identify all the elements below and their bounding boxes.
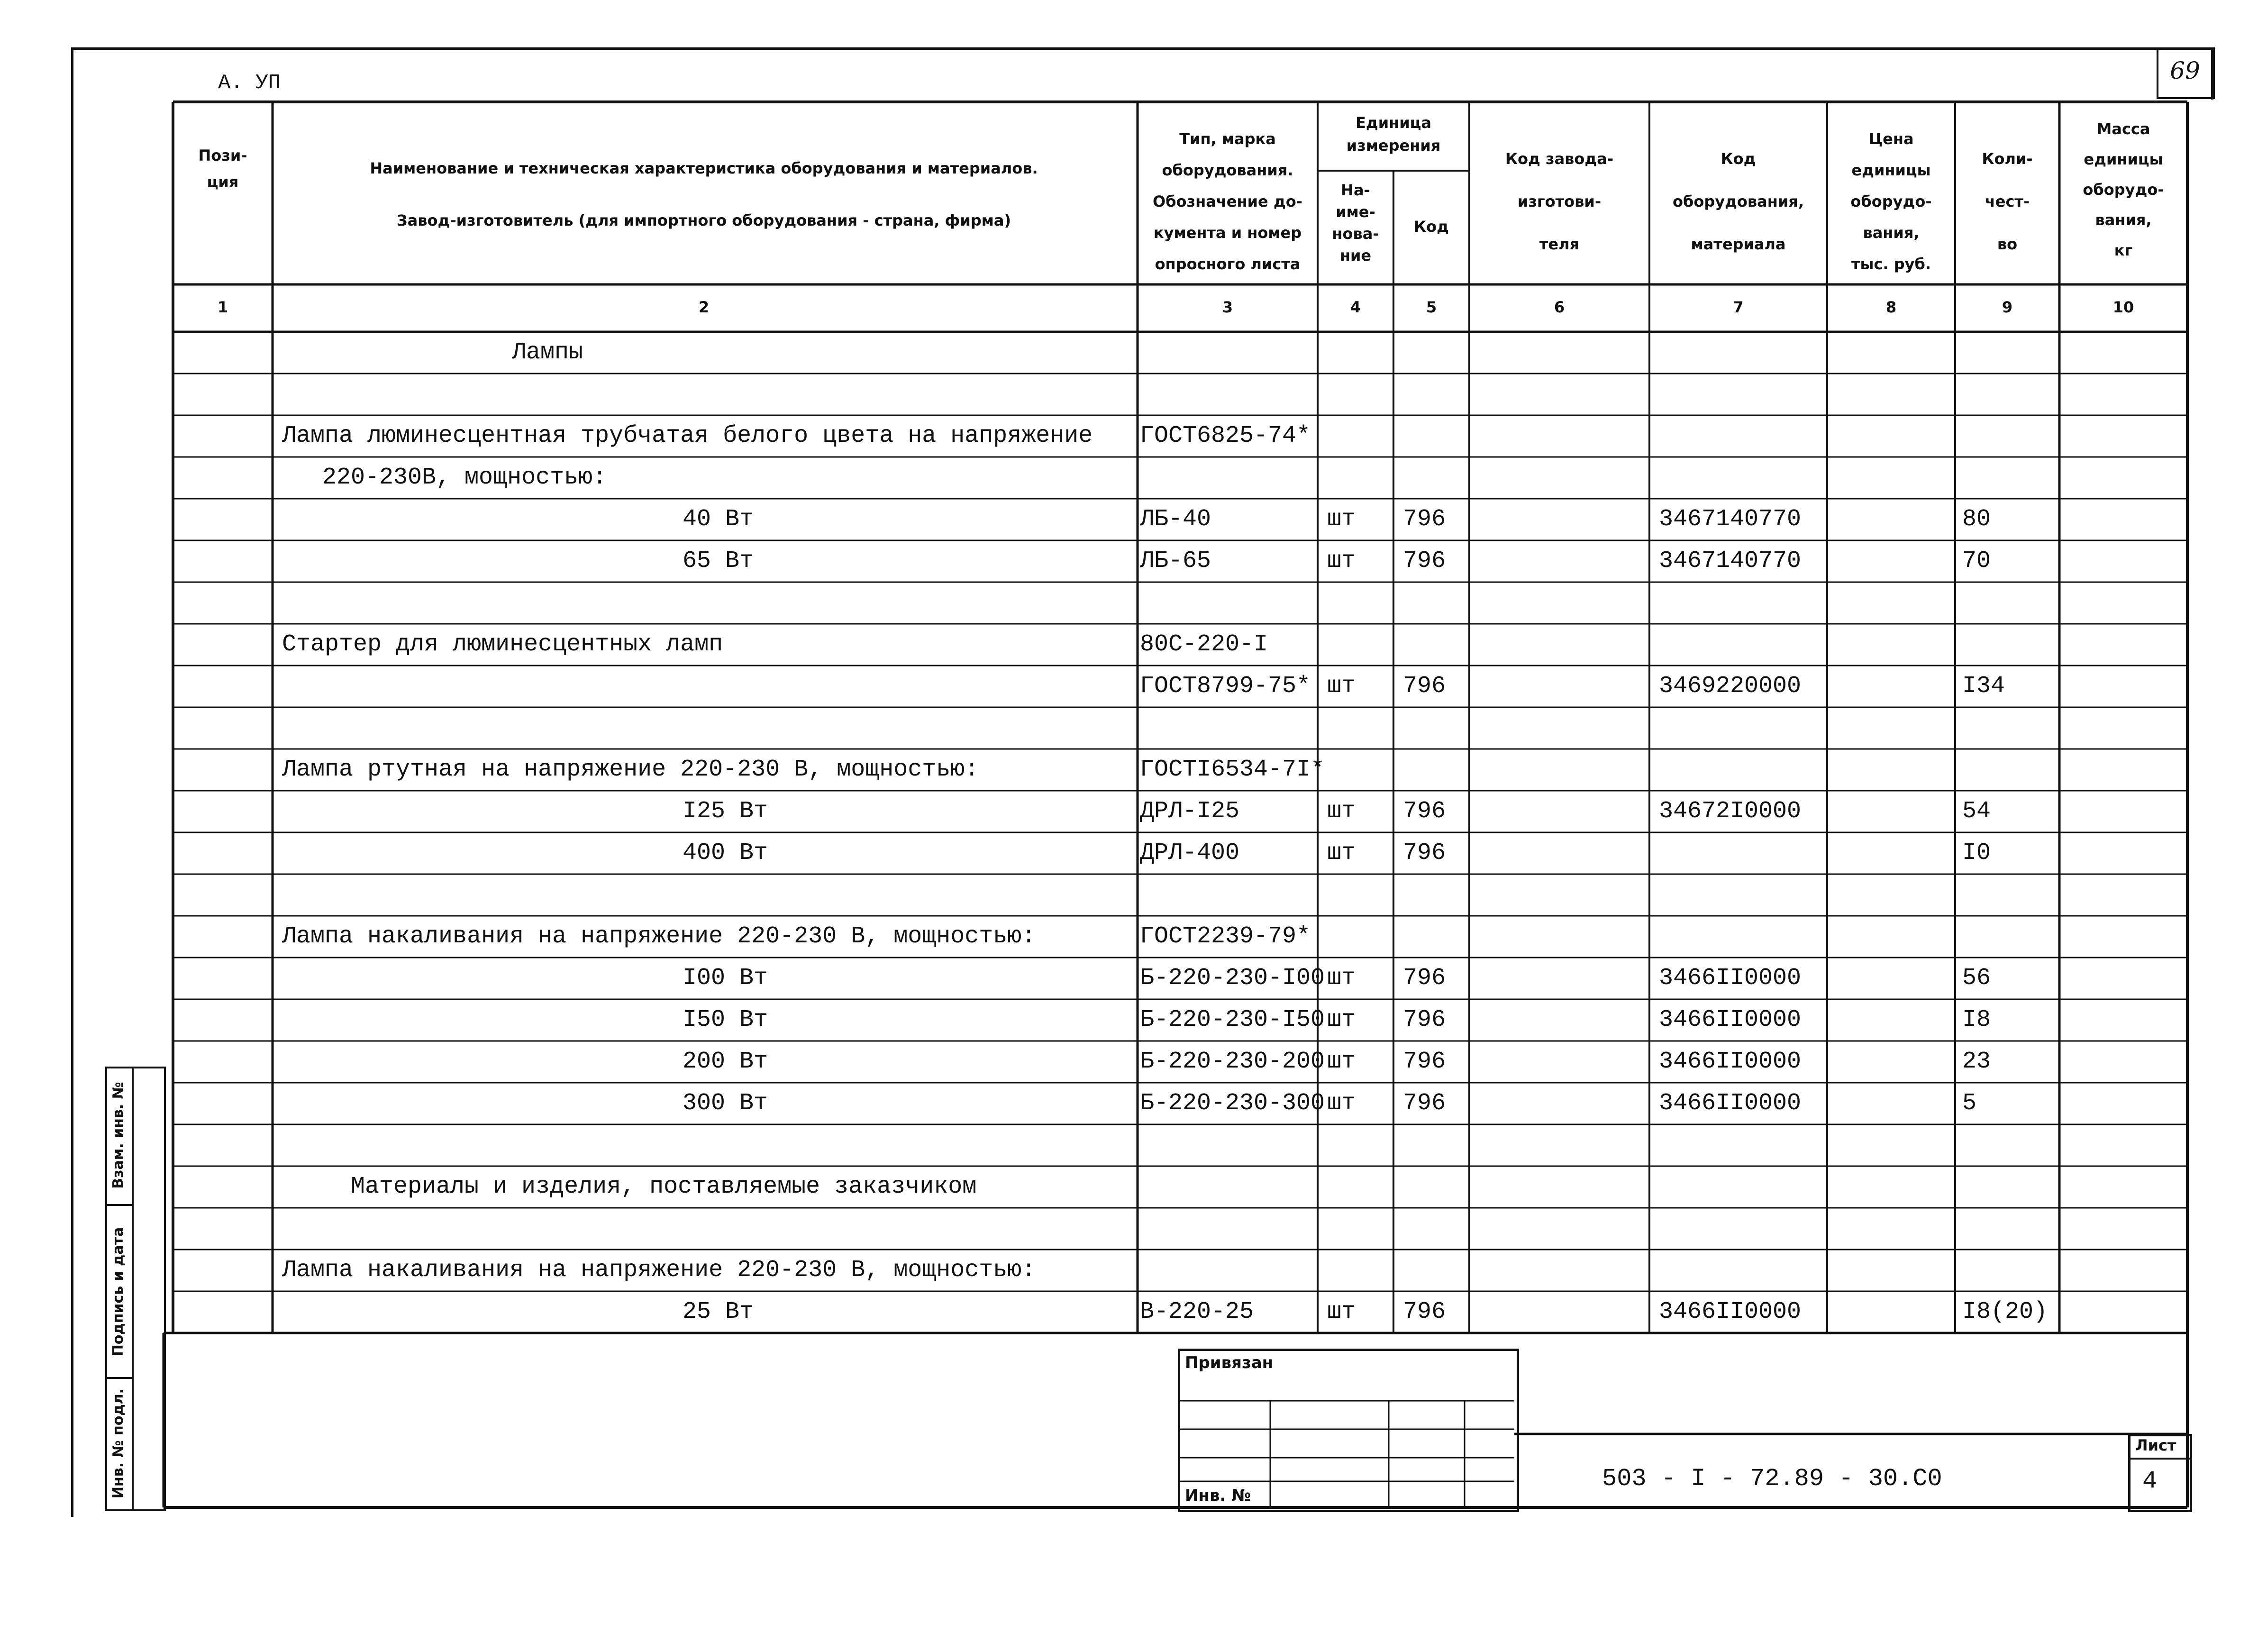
row-11-qty: 54	[1962, 798, 1991, 825]
row-17-matcode: 3466II0000	[1659, 1048, 1802, 1075]
row-18-qty: 5	[1962, 1090, 1977, 1117]
colnum-2: 2	[698, 298, 710, 316]
inv-no-label: Инв. №	[1185, 1486, 1251, 1505]
row-17-code: 796	[1403, 1048, 1446, 1075]
row-4-type: ЛБ-40	[1140, 506, 1211, 533]
row-7-type: 80С-220-I	[1140, 631, 1268, 658]
row-17-name: 200 Вт	[683, 1048, 768, 1075]
row-5-matcode: 3467140770	[1659, 548, 1802, 575]
row-18-matcode: 3466II0000	[1659, 1090, 1802, 1117]
row-12-code: 796	[1403, 840, 1446, 867]
row-12-qty: I0	[1962, 840, 1991, 867]
row-23-code: 796	[1403, 1298, 1446, 1325]
page-corner-number: 69	[2170, 57, 2200, 84]
header-col3: Тип, марка оборудования. Обозначение до- кумента и номер опросного листа	[1153, 130, 1302, 273]
row-16-unit: шт	[1327, 1006, 1356, 1033]
row-8-type: ГОСТ8799-75*	[1140, 673, 1311, 700]
side-inv-podl-label: Инв. № подл.	[110, 1388, 127, 1499]
header-col10: Масса единицы оборудо- вания, кг	[2083, 120, 2164, 259]
colnum-6: 6	[1554, 298, 1565, 316]
colnum-7: 7	[1733, 298, 1744, 316]
row-8-unit: шт	[1327, 673, 1356, 700]
row-0-name: Лампы	[512, 339, 583, 366]
row-15-unit: шт	[1327, 965, 1356, 992]
row-10-type: ГОСТI6534-7I*	[1140, 756, 1325, 783]
header-unit-group: Единица измерения	[1346, 114, 1441, 155]
row-15-code: 796	[1403, 965, 1446, 992]
row-15-matcode: 3466II0000	[1659, 965, 1802, 992]
colnum-4: 4	[1350, 298, 1361, 316]
row-18-name: 300 Вт	[683, 1090, 768, 1117]
row-10-name: Лампа ртутная на напряжение 220-230 В, мощностью:	[282, 756, 979, 783]
row-16-name: I50 Вт	[683, 1006, 768, 1033]
row-15-name: I00 Вт	[683, 965, 768, 992]
row-5-type: ЛБ-65	[1140, 548, 1211, 575]
header-col4: На- име- нова- ние	[1332, 181, 1379, 265]
row-15-qty: 56	[1962, 965, 1991, 992]
sheet-label: Лист	[2135, 1436, 2176, 1454]
header-col2: Наименование и техническая характеристика оборудования и материалов. Завод-изготовитель (для импортного оборудования - страна, фирма)	[370, 159, 1038, 229]
header-col9: Коли- чест- во	[1982, 150, 2033, 253]
row-16-code: 796	[1403, 1006, 1446, 1033]
row-14-name: Лампа накаливания на напряжение 220-230 В, мощностью:	[282, 923, 1036, 950]
header-col6: Код завода- изготови- теля	[1505, 150, 1614, 253]
colnum-8: 8	[1885, 298, 1897, 316]
colnum-5: 5	[1426, 298, 1437, 316]
row-4-name: 40 Вт	[683, 506, 754, 533]
colnum-10: 10	[2112, 298, 2134, 316]
header-col7: Код оборудования, материала	[1673, 150, 1804, 253]
row-7-name: Стартер для люминесцентных ламп	[282, 631, 723, 658]
side-stamp-sep1	[105, 1204, 134, 1206]
row-17-unit: шт	[1327, 1048, 1356, 1075]
row-16-type: Б-220-230-I50	[1140, 1006, 1325, 1033]
row-2-name: Лампа люминесцентная трубчатая белого цвета на напряжение	[282, 422, 1093, 449]
row-3-name: 220-230В, мощностью:	[322, 464, 607, 491]
colnum-3: 3	[1222, 298, 1233, 316]
header-col1: Пози- ция	[198, 146, 247, 191]
row-23-matcode: 3466II0000	[1659, 1298, 1802, 1325]
row-11-name: I25 Вт	[683, 798, 768, 825]
row-18-code: 796	[1403, 1090, 1446, 1117]
row-17-qty: 23	[1962, 1048, 1991, 1075]
header-col8: Цена единицы оборудо- вания, тыс. руб.	[1850, 130, 1932, 273]
row-11-type: ДРЛ-I25	[1140, 798, 1240, 825]
side-stamp-divider	[132, 1067, 134, 1511]
row-5-qty: 70	[1962, 548, 1991, 575]
side-podpis-label: Подпись и дата	[110, 1227, 127, 1357]
row-5-unit: шт	[1327, 548, 1356, 575]
row-23-unit: шт	[1327, 1298, 1356, 1325]
row-4-matcode: 3467140770	[1659, 506, 1802, 533]
row-5-code: 796	[1403, 548, 1446, 575]
doc-code: 503 - I - 72.89 - 30.С0	[1602, 1465, 1942, 1493]
top-label: А. УП	[218, 71, 281, 95]
row-14-type: ГОСТ2239-79*	[1140, 923, 1311, 950]
row-11-matcode: 34672I0000	[1659, 798, 1802, 825]
row-8-qty: I34	[1962, 673, 2005, 700]
row-23-qty: I8(20)	[1962, 1298, 2048, 1325]
row-11-code: 796	[1403, 798, 1446, 825]
row-4-unit: шт	[1327, 506, 1356, 533]
side-vzam-label: Взам. инв. №	[110, 1082, 127, 1189]
row-16-qty: I8	[1962, 1006, 1991, 1033]
row-12-type: ДРЛ-400	[1140, 840, 1240, 867]
row-16-matcode: 3466II0000	[1659, 1006, 1802, 1033]
row-12-name: 400 Вт	[683, 840, 768, 867]
row-23-name: 25 Вт	[683, 1298, 754, 1325]
row-18-unit: шт	[1327, 1090, 1356, 1117]
row-18-type: Б-220-230-300	[1140, 1090, 1325, 1117]
row-4-qty: 80	[1962, 506, 1991, 533]
row-17-type: Б-220-230-200	[1140, 1048, 1325, 1075]
header-col5: Код	[1414, 218, 1449, 236]
row-4-code: 796	[1403, 506, 1446, 533]
row-2-type: ГОСТ6825-74*	[1140, 422, 1311, 449]
row-20-name: Материалы и изделия, поставляемые заказчиком	[351, 1173, 977, 1200]
colnum-9: 9	[2002, 298, 2013, 316]
row-22-name: Лампа накаливания на напряжение 220-230 В, мощностью:	[282, 1257, 1036, 1284]
row-23-type: В-220-25	[1140, 1298, 1254, 1325]
sheet-number: 4	[2142, 1467, 2158, 1495]
colnum-1: 1	[217, 298, 228, 316]
row-15-type: Б-220-230-I00	[1140, 965, 1325, 992]
row-8-matcode: 3469220000	[1659, 673, 1802, 700]
row-5-name: 65 Вт	[683, 548, 754, 575]
row-12-unit: шт	[1327, 840, 1356, 867]
row-11-unit: шт	[1327, 798, 1356, 825]
sheet-box-divider	[2128, 1458, 2190, 1460]
row-8-code: 796	[1403, 673, 1446, 700]
privyazan-label: Привязан	[1185, 1353, 1274, 1372]
